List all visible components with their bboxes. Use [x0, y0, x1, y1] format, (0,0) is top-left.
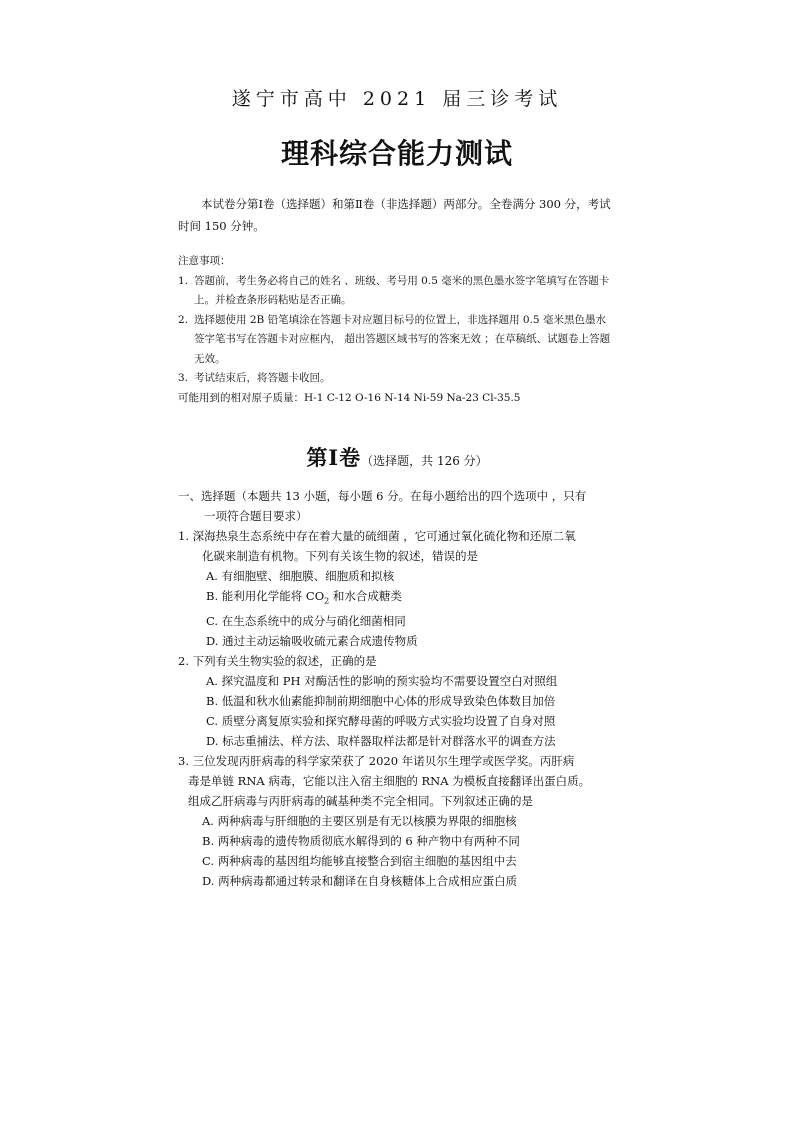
notes-block — [178, 252, 618, 408]
question-3-option-a: A. 两种病毒与肝细胞的主要区别是有无以核膜为界限的细胞核 — [202, 814, 517, 829]
note-item-2 — [178, 311, 618, 370]
note-text: 选择题使用 2B 铅笔填涂在答题卡对应题目标号的位置上，非选择题用 0.5 毫米黑色墨水 — [194, 313, 606, 326]
note-text: 考试结束后，将答题卡收回。 — [194, 372, 331, 384]
note-number: 2. — [178, 313, 189, 326]
question-1-option-d: D. 通过主动运输吸收硫元素合成遗传物质 — [206, 634, 418, 649]
note-number: 3. — [178, 372, 189, 384]
question-1-stem-cont: 化碳来制造有机物。下列有关该生物的叙述，错误的是 — [202, 549, 478, 563]
section-heading — [0, 442, 794, 472]
note-text: 上。并检查条形码粘贴是否正确。 — [194, 294, 352, 306]
notes-heading: 注意事项： — [178, 255, 231, 267]
question-2-option-a: A. 探究温度和 PH 对酶活性的影响的预实验均不需要设置空白对照组 — [206, 674, 558, 689]
question-3-stem: 3. 三位发现丙肝病毒的科学家荣获了 2020 年诺贝尔生理学或医学奖。丙肝病 — [178, 754, 575, 769]
question-1-stem: 1. 深海热泉生态系统中存在着大量的硫细菌 ，它可通过氧化硫化物和还原二氧 — [178, 529, 576, 543]
question-3-stem-cont: 组成乙肝病毒与丙肝病毒的碱基种类不完全相同。下列叙述正确的是 — [188, 794, 533, 809]
note-text: 签字笔书写在答题卡对应框内， 超出答题区域书写的答案无效 ；在草稿纸、试题卷上答题 — [194, 333, 611, 345]
question-2-option-d: D. 标志重捕法、样方法、取样器取样法都是针对群落水平的调查方法 — [206, 734, 556, 749]
intro-paragraph: 本试卷分第Ⅰ卷（选择题）和第Ⅱ卷（非选择题）两部分。全卷满分 300 分，考试时间 150 分钟。 — [178, 197, 611, 233]
note-number: 1. — [178, 274, 189, 287]
question-2-option-b: B. 低温和秋水仙素能抑制前期细胞中心体的形成导致染色体数目加倍 — [206, 694, 556, 709]
section-title: 第Ⅰ卷 — [306, 445, 362, 470]
question-1-option-a: A. 有细胞壁、细胞膜、细胞质和拟核 — [206, 569, 395, 583]
option-text: B. 能利用化学能将 CO — [206, 589, 325, 603]
part-heading: 一、选择题（本题共 13 小题，每小题 6 分。在每小题给出的四个选项中 ，只有 — [178, 489, 587, 503]
exam-title: 遂宁市高中 2021 届三诊考试 — [231, 88, 563, 110]
subscript: 2 — [324, 596, 330, 606]
note-text: 无效。 — [194, 352, 226, 365]
question-3-stem-cont: 毒是单链 RNA 病毒，它能以注入宿主细胞的 RNA 为模板直接翻译出蛋白质。 — [188, 774, 591, 789]
option-text: 和水合成糖类 — [329, 589, 402, 603]
question-2-option-c: C. 质壁分离复原实验和探究酵母菌的呼吸方式实验均设置了自身对照 — [206, 714, 556, 729]
question-1-option-b — [178, 586, 618, 611]
note-item-1 — [178, 272, 618, 311]
part-heading-cont: 一项符合题目要求） — [204, 509, 308, 523]
question-1-option-c: C. 在生态系统中的成分与硝化细菌相同 — [206, 614, 406, 629]
exam-subtitle: 理科综合能力测试 — [280, 137, 513, 170]
question-3-option-b: B. 两种病毒的遗传物质彻底水解得到的 6 种产物中有两种不同 — [202, 834, 520, 849]
section-note: （选择题，共 126 分） — [361, 454, 488, 468]
question-3-option-d: D. 两种病毒都通过转录和翻译在自身核糖体上合成相应蛋白质 — [202, 874, 518, 889]
question-3-option-c: C. 两种病毒的基因组均能够直接整合到宿主细胞的基因组中去 — [202, 854, 517, 869]
question-2-stem: 2. 下列有关生物实验的叙述，正确的是 — [178, 654, 377, 669]
atomic-masses: 可能用到的相对原子质量：H-1 C-12 O-16 N-14 Ni-59 Na-23 Cl-35.5 — [178, 391, 521, 404]
note-item-3 — [178, 369, 618, 389]
questions-block — [178, 486, 618, 891]
note-text: 答题前，考生务必将自己的姓名 、班级、考号用 0.5 毫米的黑色墨水签字笔填写在答题卡 — [194, 274, 610, 287]
